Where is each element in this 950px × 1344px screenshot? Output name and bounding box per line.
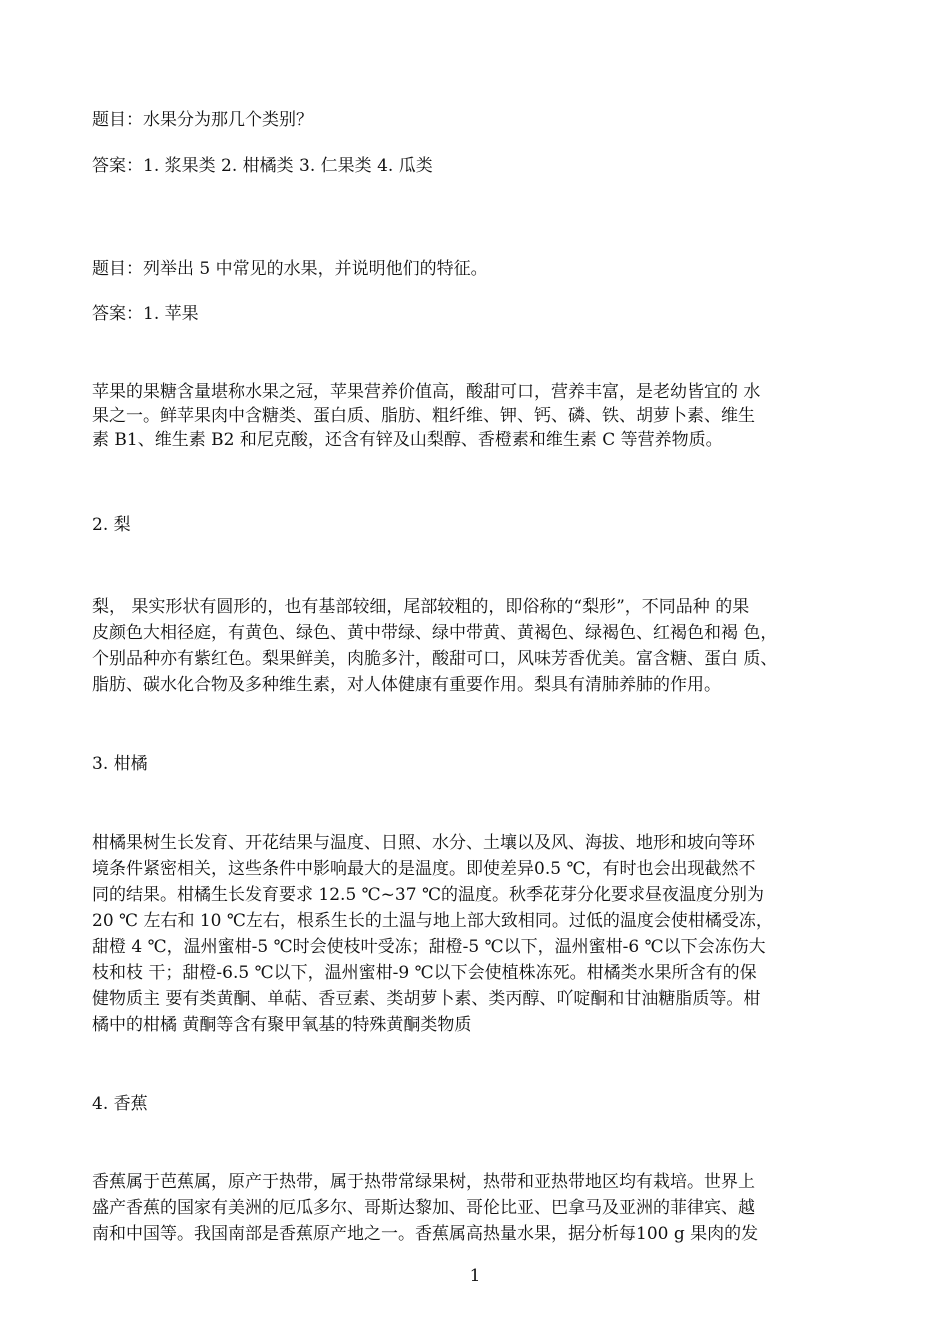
apple-line-2: 果之一。鲜苹果肉中含糖类、蛋白质、脂肪、粗纤维、钾、钙、磷、铁、胡萝卜素、维生 [92,406,755,426]
banana-line-3: 南和中国等。我国南部是香蕉原产地之一。香蕉属高热量水果，据分析每100 g 果肉的发 [92,1224,759,1244]
pear-line-1: 梨， 果实形状有圆形的，也有基部较细，尾部较粗的，即俗称的“梨形”，不同品种 的果 [92,597,750,617]
apple-line-1: 苹果的果糖含量堪称水果之冠，苹果营养价值高，酸甜可口，营养丰富，是老幼皆宜的 水 [92,382,761,402]
pear-line-4: 脂肪、碳水化合物及多种维生素，对人体健康有重要作用。梨具有清肺养肺的作用。 [92,675,721,695]
pear-heading: 2. 梨 [92,515,131,535]
banana-heading: 4. 香蕉 [92,1094,148,1114]
citrus-heading: 3. 柑橘 [92,754,148,774]
question-1: 题目：水果分为那几个类别？ [92,110,313,130]
banana-line-1: 香蕉属于芭蕉属，原产于热带，属于热带常绿果树，热带和亚热带地区均有栽培。世界上 [92,1172,755,1192]
citrus-line-6: 枝和枝 干；甜橙-6.5 ℃以下，温州蜜柑-9 ℃以下会使植株冻死。柑橘类水果所含有的保 [92,963,757,983]
banana-paragraph [92,1169,872,1247]
citrus-line-7: 健物质主 要有类黄酮、单萜、香豆素、类胡萝卜素、类丙醇、吖啶酮和甘油糖脂质等。柑 [92,989,761,1009]
pear-line-3: 个别品种亦有紫红色。梨果鲜美，肉脆多汁，酸甜可口，风味芳香优美。富含糖、蛋白 质、 [92,649,778,669]
page-number: 1 [469,1266,481,1286]
citrus-line-2: 境条件紧密相关，这些条件中影响最大的是温度。即使差异0.5 ℃，有时也会出现截然不 [92,859,756,879]
pear-paragraph [92,594,872,698]
citrus-line-1: 柑橘果树生长发育、开花结果与温度、日照、水分、土壤以及风、海拔、地形和坡向等环 [92,833,755,853]
pear-line-2: 皮颜色大相径庭，有黄色、绿色、黄中带绿、绿中带黄、黄褐色、绿褐色、红褐色和褐 色， [92,623,778,643]
citrus-line-3: 同的结果。柑橘生长发育要求 12.5 ℃~37 ℃的温度。秋季花芽分化要求昼夜温度分别为 [92,885,764,905]
citrus-line-5: 甜橙 4 ℃，温州蜜柑-5 ℃时会使枝叶受冻；甜橙-5 ℃以下，温州蜜柑-6 ℃以下会冻伤大 [92,937,766,957]
apple-paragraph [92,380,872,452]
apple-line-3: 素 B1、维生素 B2 和尼克酸，还含有锌及山梨醇、香橙素和维生素 C 等营养物质。 [92,430,723,450]
citrus-paragraph [92,830,872,1038]
citrus-line-8: 橘中的柑橘 黄酮等含有聚甲氧基的特殊黄酮类物质 [92,1015,472,1035]
answer-2: 答案：1. 苹果 [92,304,199,324]
question-2: 题目：列举出 5 中常见的水果，并说明他们的特征。 [92,259,488,279]
banana-line-2: 盛产香蕉的国家有美洲的厄瓜多尔、哥斯达黎加、哥伦比亚、巴拿马及亚洲的菲律宾、越 [92,1198,755,1218]
answer-1: 答案：1. 浆果类 2. 柑橘类 3. 仁果类 4. 瓜类 [92,156,433,176]
citrus-line-4: 20 ℃ 左右和 10 ℃左右，根系生长的土温与地上部大致相同。过低的温度会使柑橘受冻， [92,911,773,931]
